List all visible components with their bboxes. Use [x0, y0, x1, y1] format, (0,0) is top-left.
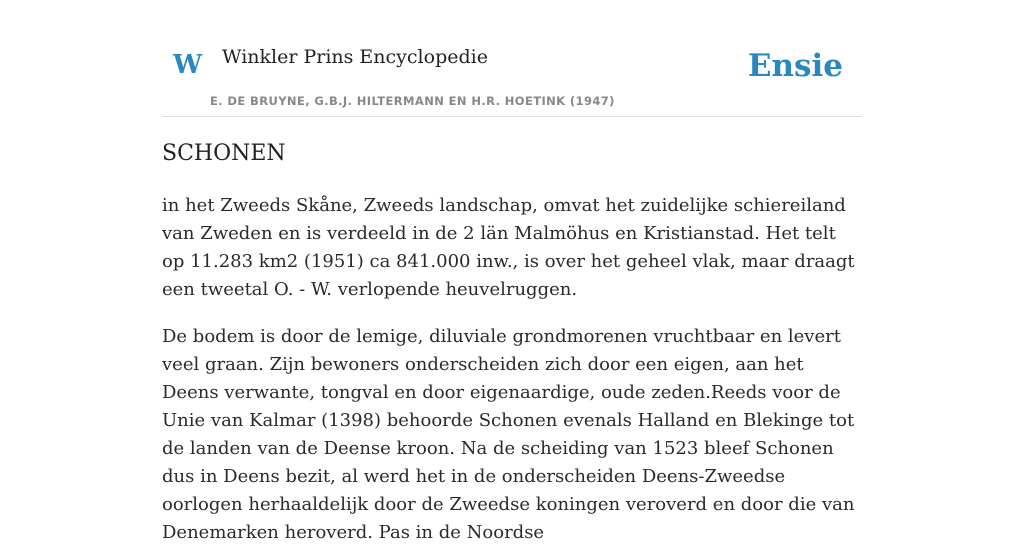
publication-logo[interactable]: W	[173, 50, 203, 80]
brand-logo[interactable]: Ensie	[747, 48, 843, 84]
article-title: SCHONEN	[162, 141, 286, 166]
page-container	[162, 0, 862, 543]
header	[162, 0, 862, 117]
publication-title[interactable]: Winkler Prins Encyclopedie	[222, 46, 488, 68]
article-paragraph: in het Zweeds Skåne, Zweeds landschap, omvat het zuidelijke schiereiland van Zweden en is verdeeld in de 2 län Malmöhus en Kristianstad. Het telt op 11.283 km2 (1951) ca 841.000 inw., is over het geheel vlak, maar draagt een tweetal O. - W. verlopende heuvelruggen.	[162, 195, 855, 300]
article-paragraph: De bodem is door de lemige, diluviale grondmorenen vruchtbaar en levert veel graan. Zijn bewoners onderscheiden zich door een eigen, aan het Deens verwante, tongval en door eigenaardige, oude zeden.Reeds voor de Unie van Kalmar (1398) behoorde Schonen evenals Halland en Blekinge tot de landen van de Deense kroon. Na de scheiding van 1523 bleef Schonen dus in Deens bezit, al werd het in de onderscheiden Deens-Zweedse oorlogen herhaaldelijk door de Zweedse koningen veroverd en door die van Denemarken heroverd. Pas in de Noordse	[162, 326, 855, 543]
publication-authors: E. DE BRUYNE, G.B.J. HILTERMANN EN H.R. HOETINK (1947)	[210, 94, 615, 108]
